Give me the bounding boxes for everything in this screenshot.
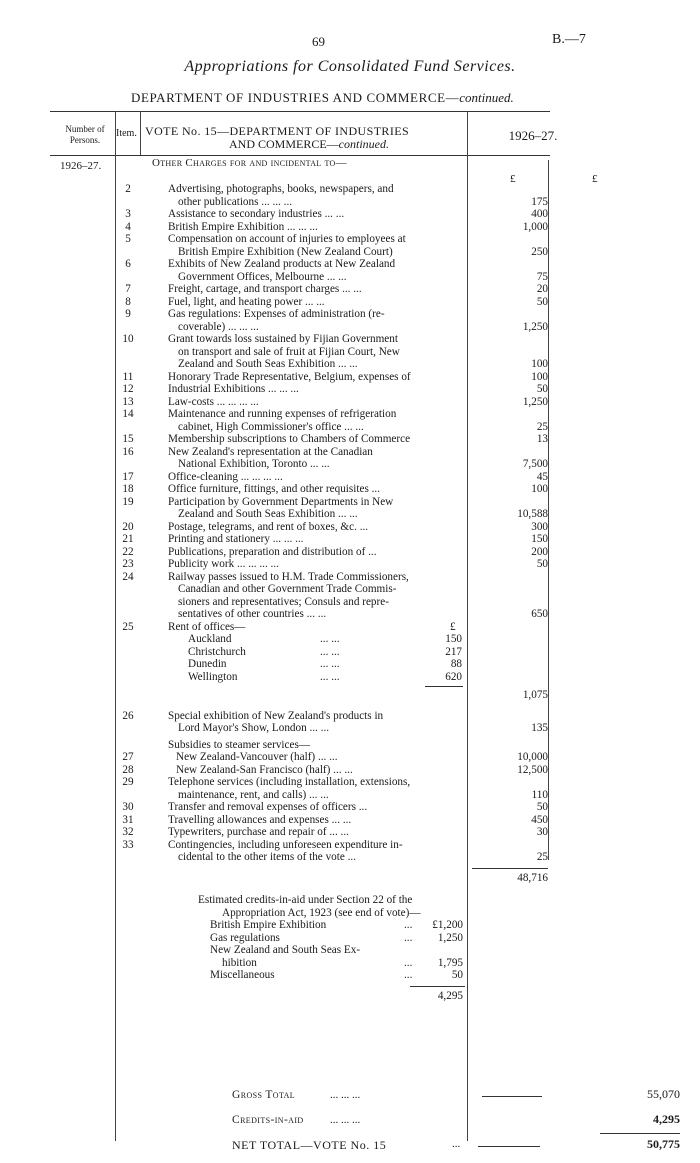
item-description-line: Publications, preparation and distribution of ... bbox=[168, 545, 377, 558]
item-description bbox=[168, 496, 464, 521]
item-number: 33 bbox=[122, 838, 134, 851]
item-description bbox=[168, 826, 464, 839]
item-number: 3 bbox=[125, 208, 131, 220]
item-description-line: Industrial Exhibitions ... ... ... bbox=[168, 383, 299, 395]
item-amount: 10,588 bbox=[517, 508, 548, 520]
item-description-line: cidental to the other items of the vote ... bbox=[178, 851, 357, 863]
item-amount: 50 bbox=[536, 295, 548, 308]
item-description-line: on transport and sale of fruit at Fijian Court, New bbox=[178, 345, 400, 358]
item-amount: 135 bbox=[531, 722, 548, 734]
credit-entry-value: £1,200 bbox=[432, 919, 463, 931]
item-amount: 400 bbox=[531, 208, 548, 220]
item-amount: 175 bbox=[531, 195, 548, 208]
item-description bbox=[168, 396, 464, 409]
item-amount: 10,000 bbox=[517, 751, 548, 763]
subtotal-value: 48,716 bbox=[517, 871, 548, 884]
item-number: 24 bbox=[122, 570, 134, 583]
item-description-line: Exhibits of New Zealand products at New Zealand bbox=[168, 258, 396, 270]
department-heading bbox=[131, 90, 514, 106]
item-amount: 1,250 bbox=[522, 395, 548, 408]
credits-in-aid-value: 4,295 bbox=[653, 1112, 680, 1126]
item-description-line: coverable) ... ... ... bbox=[178, 320, 259, 333]
item-description bbox=[168, 408, 464, 433]
rent-city: Christchurch bbox=[188, 645, 246, 658]
item-number: 9 bbox=[125, 308, 131, 320]
amount-inner-divider bbox=[548, 160, 549, 860]
item-description bbox=[168, 296, 464, 309]
item-description bbox=[168, 221, 464, 234]
item-description bbox=[168, 333, 464, 371]
persons-year: 1926–27. bbox=[60, 160, 102, 172]
net-total-top-rule bbox=[600, 1133, 680, 1134]
currency-symbol-right: £ bbox=[592, 173, 598, 185]
credit-entry-dots: ... bbox=[404, 969, 413, 981]
rent-dots: ... ... bbox=[320, 645, 340, 658]
item-description bbox=[168, 546, 464, 559]
item-amount: 150 bbox=[531, 533, 548, 545]
item-amount: 100 bbox=[531, 483, 548, 495]
item-number: 26 bbox=[122, 709, 134, 722]
item-description-line: sentatives of other countries ... ... bbox=[178, 608, 327, 620]
item-amount: 50 bbox=[536, 383, 548, 395]
item-description-line: Postage, telegrams, and rent of boxes, &c. ... bbox=[168, 520, 369, 533]
item-description-line: New Zealand's representation at the Canadian bbox=[168, 445, 373, 458]
item-description-line: Publicity work ... ... ... ... bbox=[168, 558, 279, 570]
credits-intro-line2: Appropriation Act, 1923 (see end of vote)— bbox=[222, 906, 421, 919]
item-description-line: New Zealand-Vancouver (half) ... ... bbox=[176, 751, 338, 763]
item-description bbox=[168, 471, 464, 484]
item-description-line: Transfer and removal expenses of officers ... bbox=[168, 801, 368, 813]
rent-dots: ... ... bbox=[320, 633, 340, 645]
item-description-line: maintenance, rent, and calls) ... ... bbox=[178, 788, 329, 801]
item-description-line: Typewriters, purchase and repair of ... ... bbox=[168, 826, 349, 838]
item-number: 19 bbox=[122, 495, 134, 508]
rent-value: 150 bbox=[445, 633, 462, 645]
item-description-line: British Empire Exhibition (New Zealand Court) bbox=[178, 245, 393, 258]
item-description-line: Contingencies, including unforeseen expenditure in- bbox=[168, 838, 403, 851]
item-number: 17 bbox=[122, 470, 134, 483]
item-number: 16 bbox=[122, 445, 134, 458]
item-description bbox=[168, 283, 464, 296]
item-amount: 110 bbox=[531, 788, 548, 801]
item-amount: 12,500 bbox=[517, 763, 548, 776]
item-description-line: National Exhibition, Toronto ... ... bbox=[178, 458, 330, 470]
credits-total-rule bbox=[410, 986, 465, 987]
item-description-line: Telephone services (including installation, extensions, bbox=[168, 776, 411, 788]
item-amount: 250 bbox=[531, 245, 548, 258]
item-amount: 75 bbox=[536, 270, 548, 283]
item-amount: 50 bbox=[536, 558, 548, 570]
section-heading: Other Charges for and incidental to— bbox=[152, 157, 347, 169]
column-header-vote bbox=[145, 125, 473, 151]
credit-entry-value: 1,250 bbox=[437, 931, 463, 944]
credit-entry-name: Gas regulations bbox=[210, 931, 280, 944]
item-number: 11 bbox=[122, 370, 134, 383]
column-header-year: 1926–27. bbox=[508, 128, 558, 143]
credit-entry-name: New Zealand and South Seas Ex- bbox=[210, 944, 361, 956]
gross-total-rule bbox=[482, 1096, 542, 1097]
item-description-line: Grant towards loss sustained by Fijian Government bbox=[168, 333, 398, 345]
item-description-line: Government Offices, Melbourne ... ... bbox=[178, 270, 347, 283]
item-amount: 200 bbox=[531, 545, 548, 558]
item-description-line: British Empire Exhibition ... ... ... bbox=[168, 220, 318, 233]
item-description bbox=[168, 371, 464, 384]
credit-entry-name: British Empire Exhibition bbox=[210, 919, 327, 931]
item-description-line: Railway passes issued to H.M. Trade Commissioners, bbox=[168, 570, 409, 583]
vote-title-continued: continued. bbox=[338, 137, 389, 151]
item-description bbox=[168, 558, 464, 571]
item-number: 4 bbox=[125, 220, 131, 233]
item-number: 13 bbox=[122, 395, 134, 408]
rent-city: Dunedin bbox=[188, 658, 227, 670]
item-description bbox=[168, 571, 464, 621]
item-number: 22 bbox=[122, 545, 134, 558]
item-description bbox=[168, 764, 464, 777]
item-column-divider bbox=[140, 111, 141, 155]
item-description-line: Law-costs ... ... ... ... bbox=[168, 395, 259, 408]
item-description-line: sioners and representatives; Consuls and repre- bbox=[178, 595, 389, 608]
persons-column-divider bbox=[115, 111, 116, 1141]
item-number: 5 bbox=[125, 233, 131, 245]
rent-dots: ... ... bbox=[320, 658, 340, 670]
item-amount: 25 bbox=[536, 420, 548, 433]
item-description bbox=[168, 383, 464, 396]
item-number: 30 bbox=[122, 801, 134, 813]
item-number: 32 bbox=[122, 826, 134, 838]
credits-in-aid-dots: ... ... ... bbox=[330, 1114, 361, 1126]
item-description-line: Participation by Government Departments in New bbox=[168, 495, 394, 508]
rent-total: 1,075 bbox=[522, 689, 548, 701]
rent-value: 217 bbox=[445, 645, 462, 658]
item-amount: 30 bbox=[536, 826, 548, 838]
item-description-line: Maintenance and running expenses of refrigeration bbox=[168, 408, 397, 420]
item-amount: 300 bbox=[531, 520, 548, 533]
item-number: 23 bbox=[122, 558, 134, 570]
item-description bbox=[168, 521, 464, 534]
subtotal-rule bbox=[472, 868, 548, 869]
credit-entry-name: Miscellaneous bbox=[210, 969, 275, 981]
item-description-line: Honorary Trade Representative, Belgium, expenses of bbox=[168, 370, 411, 383]
item-amount: 450 bbox=[531, 813, 548, 826]
item-description-line: Freight, cartage, and transport charges ... ... bbox=[168, 283, 362, 295]
item-description-line: New Zealand-San Francisco (half) ... ... bbox=[176, 763, 353, 776]
item-amount: 45 bbox=[536, 470, 548, 483]
gross-total-label: Gross Total bbox=[232, 1089, 296, 1101]
credit-entry-dots: ... bbox=[404, 956, 413, 969]
item-amount: 7,500 bbox=[522, 458, 548, 470]
credit-entry-dots: ... bbox=[404, 931, 413, 944]
net-total-rule bbox=[478, 1146, 540, 1147]
rent-value: 88 bbox=[450, 658, 462, 670]
net-total-dots: ... bbox=[452, 1138, 461, 1150]
credits-intro-line1: Estimated credits-in-aid under Section 22 of the bbox=[198, 894, 413, 906]
item-description-line: cabinet, High Commissioner's office ... ... bbox=[178, 420, 364, 433]
page-title: Appropriations for Consolidated Fund Services. bbox=[184, 58, 516, 75]
item-number: 28 bbox=[122, 763, 134, 776]
item-description bbox=[168, 446, 464, 471]
item-description-line: Office furniture, fittings, and other requisites ... bbox=[168, 483, 380, 495]
table-top-rule bbox=[50, 111, 550, 112]
item-number: 2 bbox=[125, 183, 131, 195]
item-description bbox=[168, 483, 464, 496]
item-description-line: Printing and stationery ... ... ... bbox=[168, 533, 304, 545]
credits-total: 4,295 bbox=[437, 989, 463, 1002]
item-number: 29 bbox=[122, 776, 134, 788]
item-number: 6 bbox=[125, 258, 131, 270]
rent-dots: ... ... bbox=[320, 670, 340, 683]
item-description bbox=[168, 533, 464, 546]
item-amount: 20 bbox=[536, 283, 548, 295]
item-description-line: Fuel, light, and heating power ... ... bbox=[168, 295, 325, 308]
item-amount: 100 bbox=[531, 370, 548, 383]
rent-city: Auckland bbox=[188, 633, 232, 645]
item-number: 25 bbox=[122, 620, 134, 633]
credit-entry-dots: ... bbox=[404, 919, 413, 931]
item-description-line: Canadian and other Government Trade Commis- bbox=[178, 583, 397, 595]
item-description-line: Zealand and South Seas Exhibition ... ... bbox=[178, 358, 358, 370]
item-description bbox=[168, 233, 464, 258]
item-description bbox=[168, 308, 464, 333]
item-description bbox=[168, 208, 464, 221]
credit-entry-name: hibition bbox=[222, 956, 257, 969]
item-amount: 1,000 bbox=[522, 220, 548, 233]
item-description-line: Assistance to secondary industries ... ... bbox=[168, 208, 345, 220]
rent-label: Rent of offices— bbox=[168, 620, 246, 633]
item-amount: 25 bbox=[536, 851, 548, 863]
credit-entry-value: 1,795 bbox=[437, 956, 463, 969]
document-reference: B.—7 bbox=[552, 32, 586, 47]
item-description-line: Travelling allowances and expenses ... ... bbox=[168, 813, 352, 826]
item-description-line: Membership subscriptions to Chambers of Commerce bbox=[168, 433, 411, 445]
rent-city: Wellington bbox=[188, 670, 238, 683]
subsidies-label: Subsidies to steamer services— bbox=[168, 738, 310, 751]
net-total-label: NET TOTAL—VOTE No. 15 bbox=[232, 1138, 387, 1152]
credit-entry-value: 50 bbox=[451, 969, 463, 981]
item-number: 18 bbox=[122, 483, 134, 495]
item-number: 14 bbox=[122, 408, 134, 420]
item-amount: 100 bbox=[531, 358, 548, 370]
item-description-line: Gas regulations: Expenses of administration (re- bbox=[168, 308, 385, 320]
item-description bbox=[168, 710, 464, 735]
item-description bbox=[168, 801, 464, 814]
page-number: 69 bbox=[312, 34, 325, 49]
item-description-line: Special exhibition of New Zealand's products in bbox=[168, 709, 384, 722]
item-number: 15 bbox=[122, 433, 134, 445]
item-amount: 13 bbox=[536, 433, 548, 445]
item-number: 31 bbox=[122, 813, 134, 826]
department-continued: continued. bbox=[459, 90, 514, 105]
item-number: 12 bbox=[122, 383, 134, 395]
column-header-item: Item. bbox=[116, 128, 137, 139]
vote-title-line2 bbox=[145, 138, 473, 151]
department-name: DEPARTMENT OF INDUSTRIES AND COMMERCE— bbox=[131, 90, 460, 105]
header-bottom-rule bbox=[50, 155, 550, 156]
item-amount: 650 bbox=[531, 608, 548, 620]
vote-title-dept: AND COMMERCE— bbox=[228, 137, 339, 151]
item-description bbox=[168, 433, 464, 446]
item-description-line: Office-cleaning ... ... ... ... bbox=[168, 470, 283, 483]
net-total-value: 50,775 bbox=[647, 1137, 680, 1151]
item-number: 7 bbox=[125, 283, 131, 295]
item-description-line: Zealand and South Seas Exhibition ... ... bbox=[178, 508, 358, 520]
item-description-line: Lord Mayor's Show, London ... ... bbox=[178, 722, 330, 734]
item-description-line: Advertising, photographs, books, newspapers, and bbox=[168, 183, 394, 195]
item-description bbox=[168, 751, 464, 764]
item-description bbox=[168, 839, 464, 864]
currency-symbol-left: £ bbox=[510, 173, 516, 185]
rent-currency: £ bbox=[450, 620, 456, 633]
item-description-line: Compensation on account of injuries to employees at bbox=[168, 233, 406, 245]
item-number: 10 bbox=[122, 333, 134, 345]
item-description bbox=[168, 814, 464, 827]
amount-column-divider bbox=[467, 111, 468, 1141]
item-amount: 1,250 bbox=[522, 320, 548, 333]
item-number: 21 bbox=[122, 533, 134, 545]
item-description bbox=[168, 258, 464, 283]
item-number: 27 bbox=[122, 751, 134, 763]
gross-total-value: 55,070 bbox=[647, 1087, 680, 1101]
item-description bbox=[168, 183, 464, 208]
gross-total-dots: ... ... ... bbox=[330, 1089, 361, 1101]
item-description bbox=[168, 776, 464, 801]
vote-title-line1: VOTE No. 15—DEPARTMENT OF INDUSTRIES bbox=[145, 124, 410, 138]
item-number: 8 bbox=[125, 295, 131, 308]
credits-in-aid-label: Credits-in-aid bbox=[232, 1114, 304, 1126]
rent-value: 620 bbox=[445, 670, 462, 683]
item-description-line: other publications ... ... ... bbox=[178, 195, 293, 208]
column-header-persons: Number of Persons. bbox=[65, 124, 105, 145]
item-amount: 50 bbox=[536, 801, 548, 813]
rent-subtotal-rule bbox=[425, 686, 463, 687]
item-number: 20 bbox=[122, 520, 134, 533]
